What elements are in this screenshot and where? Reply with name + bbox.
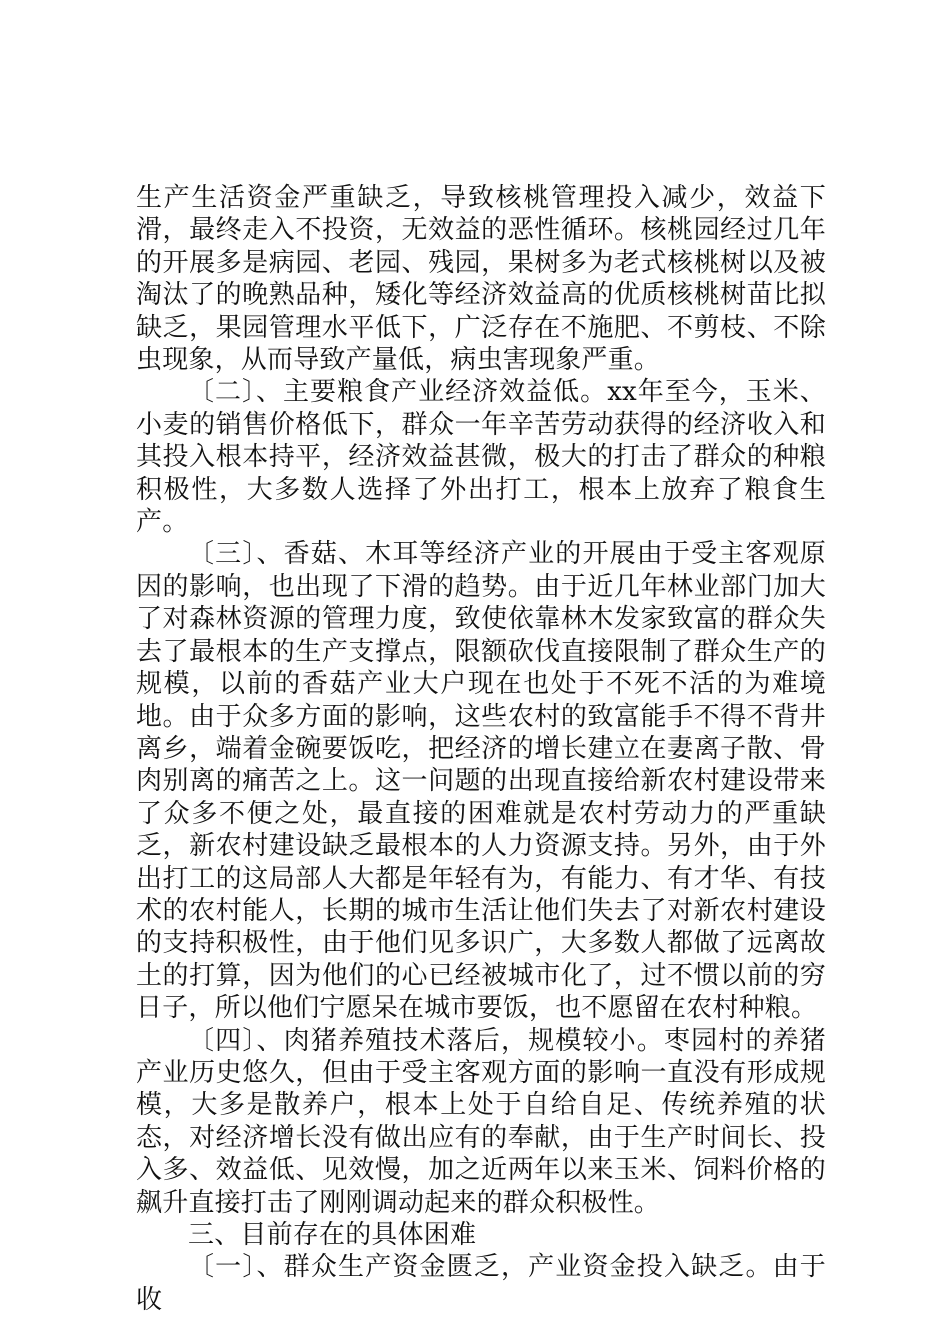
paragraph-grain: 〔二〕、主要粮食产业经济效益低。xx年至今，玉米、小麦的销售价格低下，群众一年辛苦劳动获得的经济收入和其投入根本持平，经济效益甚微，极大的打击了群众的种粮积极性，大多数人选择了外出打工，根本上放弃了粮食生产。 [136,377,826,538]
paragraph-funding: 〔一〕、群众生产资金匮乏，产业资金投入缺乏。由于收 [136,1252,826,1315]
paragraph-mushroom: 〔三〕、香菇、木耳等经济产业的开展由于受主客观原因的影响，也出现了下滑的趋势。由于近几年林业部门加大了对森林资源的管理力度，致使依靠林木发家致富的群众失去了最根本的生产支撑点，限额砍伐直接限制了群众生产的规模，以前的香菇产业大户现在也处于不死不活的为难境地。由于众多方面的影响，这些农村的致富能手不得不背井离乡，端着金碗要饭吃，把经济的增长建立在妻离子散、骨肉别离的痛苦之上。这一问题的出现直接给新农村建设带来了众多不便之处，最直接的困难就是农村劳动力的严重缺乏，新农村建设缺乏最根本的人力资源支持。另外，由于外出打工的这局部人大都是年轻有为，有能力、有才华、有技术的农村能人，长期的城市生活让他们失去了对新农村建设的支持积极性，由于他们见多识广，大多数人都做了远离故土的打算，因为他们的心已经被城市化了，过不惯以前的穷日子，所以他们宁愿呆在城市要饭，也不愿留在农村种粮。 [136,539,826,1024]
paragraph-walnut: 生产生活资金严重缺乏，导致核桃管理投入减少，效益下滑，最终走入不投资，无效益的恶性循环。核桃园经过几年的开展多是病园、老园、残园，果树多为老式核桃树以及被淘汰了的晚熟品种，矮化等经济效益高的优质核桃树苗比拟缺乏，果园管理水平低下，广泛存在不施肥、不剪枝、不除虫现象，从而导致产量低，病虫害现象严重。 [136,183,826,376]
paragraph-pig-farming: 〔四〕、肉猪养殖技术落后，规模较小。枣园村的养猪产业历史悠久，但由于受主客观方面的影响一直没有形成规模，大多是散养户，根本上处于自给自足、传统养殖的状态，对经济增长没有做出应有的奉献，由于生产时间长、投入多、效益低、见效慢，加之近两年以来玉米、饲料价格的飙升直接打击了刚刚调动起来的群众积极性。 [136,1025,826,1218]
section-heading: 三、目前存在的具体困难 [188,1220,477,1250]
document-page [136,182,826,1316]
